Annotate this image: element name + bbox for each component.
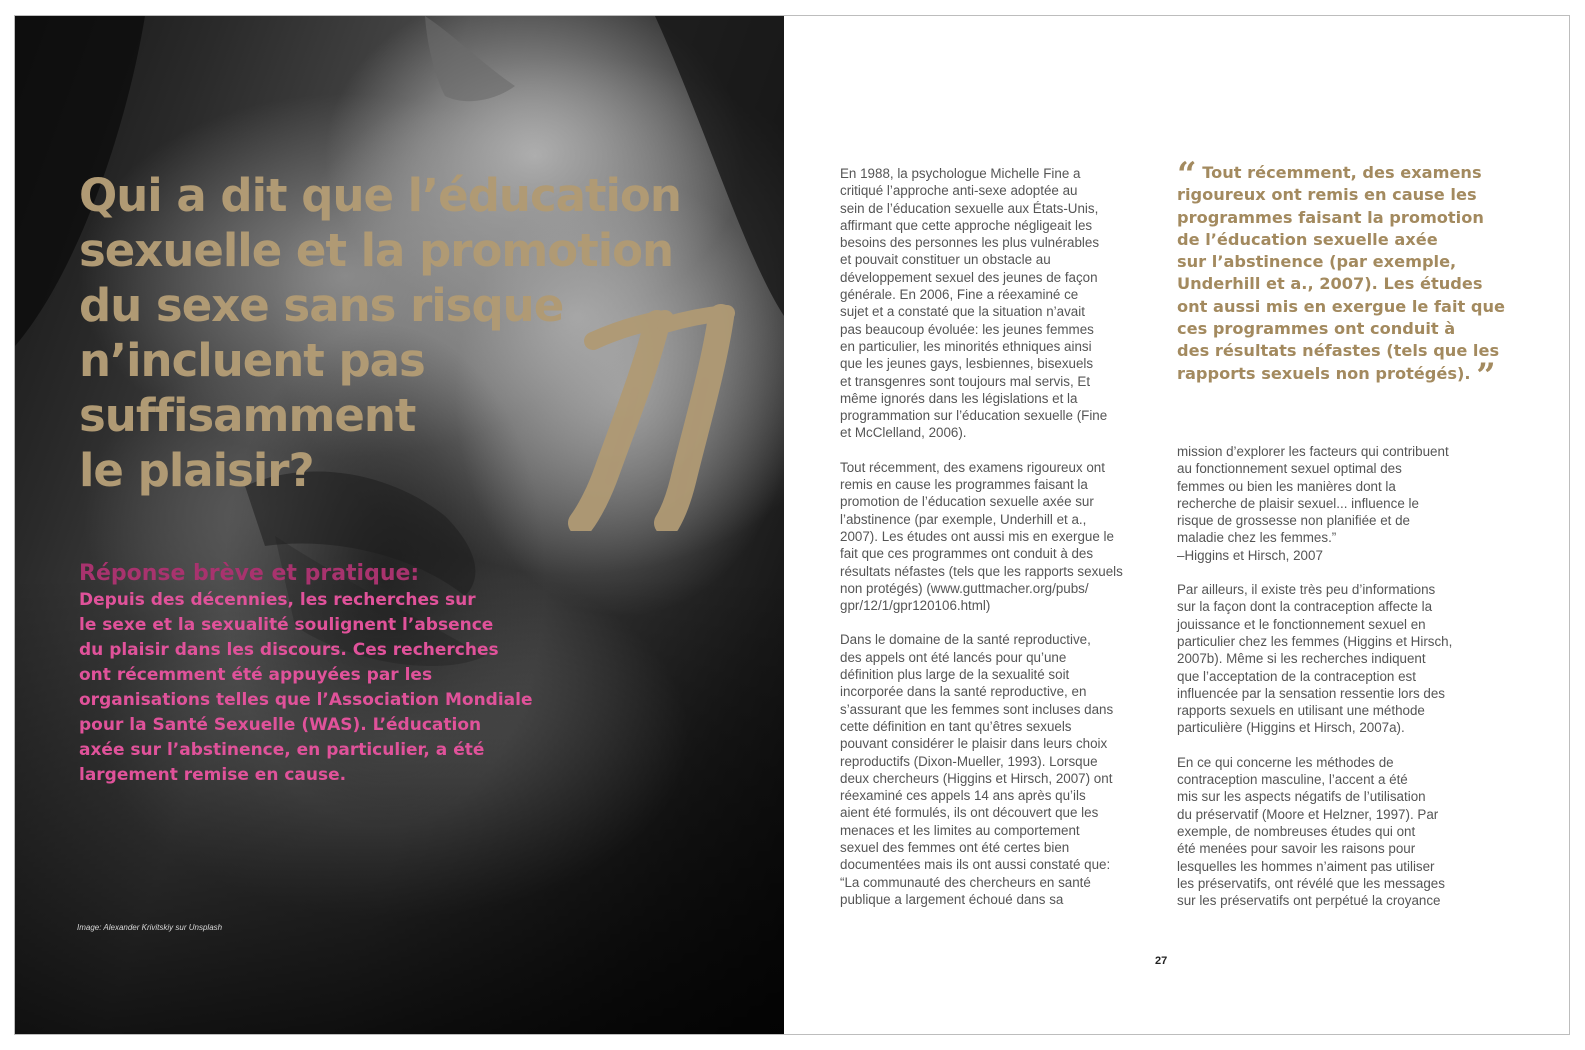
title-line: suffisamment <box>79 389 416 442</box>
text-line: et transgenres sont toujours mal servis, Et <box>840 373 1091 389</box>
text-line: sexuel des femmes ont été certes bien <box>840 839 1070 855</box>
text-line: que l’acceptation de la contraception est <box>1177 668 1416 684</box>
text-line: incorporée dans la santé reproductive, en <box>840 684 1087 700</box>
paragraph <box>840 631 1160 908</box>
right-page <box>784 16 1570 1035</box>
text-line: recherche de plaisir sexuel... influence le <box>1177 495 1419 511</box>
magazine-spread <box>14 15 1570 1035</box>
text-line: En 1988, la psychologue Michelle Fine a <box>840 166 1081 181</box>
text-line: au fonctionnement sexuel optimal des <box>1177 461 1402 477</box>
paragraph <box>840 459 1160 615</box>
text-line: mis sur les aspects négatifs de l’utilisation <box>1177 789 1426 805</box>
answer-heading: Réponse brève et pratique: <box>79 561 420 586</box>
answer-line: pour la Santé Sexuelle (WAS). L’éducation <box>79 715 482 735</box>
text-line: pouvant considérer le plaisir dans leurs choix <box>840 736 1108 752</box>
text-line: promotion de l’éducation sexuelle axée sur <box>840 494 1094 510</box>
text-line: 2007). Les études ont aussi mis en exergue le <box>840 528 1114 544</box>
text-line: sur la façon dont la contraception affecte la <box>1177 599 1433 615</box>
paragraph <box>1177 754 1497 910</box>
text-line: mission d’explorer les facteurs qui contribuent <box>1177 444 1449 459</box>
title-line: n’incluent pas <box>79 334 425 387</box>
paragraph <box>1177 581 1497 737</box>
answer-body <box>79 588 599 788</box>
text-line: rapports sexuels non protégés). ” <box>1177 355 1496 396</box>
answer-line: ont récemment été appuyées par les <box>79 665 433 685</box>
answer-line: axée sur l’abstinence, en particulier, a été <box>79 740 485 760</box>
title-line: du sexe sans risque <box>79 279 564 332</box>
answer-line: du plaisir dans les discours. Ces recherches <box>79 640 499 660</box>
text-line: contraception masculine, l’accent a été <box>1177 772 1408 788</box>
text-line: particulière (Higgins et Hirsch, 2007a). <box>1177 720 1405 736</box>
text-line: reproductifs (Dixon-Mueller, 1993). Lorsque <box>840 753 1098 769</box>
text-line: les préservatifs, ont révélé que les messages <box>1177 875 1445 891</box>
text-line: 2007b). Même si les recherches indiquent <box>1177 651 1426 667</box>
text-line: programmes faisant la promotion <box>1177 207 1484 227</box>
text-line: rigoureux ont remis en cause les <box>1177 185 1477 205</box>
text-line: Tout récemment, des examens rigoureux ont <box>840 459 1105 475</box>
text-column-1 <box>840 165 1160 925</box>
text-line: risque de grossesse non planifiée et de <box>1177 513 1411 529</box>
paragraph <box>1177 443 1497 564</box>
text-line: exemple, de nombreuses études qui ont <box>1177 823 1416 839</box>
text-line: remis en cause les programmes faisant la <box>840 477 1088 493</box>
text-line: maladie chez les femmes.” <box>1177 530 1337 546</box>
text-line: et pouvait constituer un obstacle au <box>840 252 1051 268</box>
text-line: pas beaucoup évoluée: les jeunes femmes <box>840 321 1094 337</box>
text-line: des appels ont été lancés pour qu’une <box>840 649 1067 665</box>
text-line: affirmant que cette approche négligeait les <box>840 217 1093 233</box>
text-line: critiqué l’approche anti-sexe adoptée au <box>840 183 1078 199</box>
text-line: en particulier, les minorités ethniques ainsi <box>840 338 1092 354</box>
title-line: Qui a dit que l’éducation <box>79 169 681 222</box>
answer-line: Depuis des décennies, les recherches sur <box>79 590 476 610</box>
chapter-number <box>545 301 745 531</box>
text-line: programmation sur l’éducation sexuelle (Fine <box>840 408 1108 424</box>
text-line: deux chercheurs (Higgins et Hirsch, 2007) ont <box>840 770 1113 786</box>
text-line: femmes ou bien les manières dont la <box>1177 478 1396 494</box>
text-line: “ Tout récemment, des examens <box>1177 155 1482 195</box>
pull-quote <box>1177 155 1507 396</box>
text-line: Par ailleurs, il existe très peu d’informations <box>1177 582 1436 598</box>
image-credit: Image: Alexander Krivitskiy sur Unsplash <box>77 923 223 932</box>
text-line: ont aussi mis en exergue le fait que <box>1177 296 1505 316</box>
text-line: été menées pour savoir les raisons pour <box>1177 841 1416 857</box>
text-line: des résultats néfastes (tels que les <box>1177 341 1500 361</box>
text-line: fait que ces programmes ont conduit à des <box>840 546 1094 562</box>
left-page-photo <box>15 16 784 1035</box>
text-line: “La communauté des chercheurs en santé <box>840 874 1091 890</box>
answer-line: organisations telles que l’Association Mondiale <box>79 690 533 710</box>
text-line: particulier chez les femmes (Higgins et Hirsch, <box>1177 633 1453 649</box>
text-line: besoins des personnes les plus vulnérables <box>840 235 1100 251</box>
text-line: non protégés) (www.guttmacher.org/pubs/ <box>840 580 1089 596</box>
text-line: aient été formulés, ils ont découvert que les <box>840 805 1099 821</box>
text-line: et McClelland, 2006). <box>840 425 967 441</box>
text-line: définition plus large de la sexualité soit <box>840 667 1070 683</box>
text-line: s’assurant que les femmes sont incluses dans <box>840 701 1114 717</box>
text-line: –Higgins et Hirsch, 2007 <box>1177 547 1323 563</box>
text-line: développement sexuel des jeunes de façon <box>840 269 1098 285</box>
text-line: sur les préservatifs ont perpétué la croyance <box>1177 893 1441 909</box>
text-line: sujet et a constaté que la situation n’avait <box>840 304 1085 320</box>
text-line: sein de l’éducation sexuelle aux États-Unis, <box>840 200 1099 216</box>
title-line: le plaisir? <box>79 444 314 497</box>
text-line: Dans le domaine de la santé reproductive, <box>840 632 1091 648</box>
page-number: 27 <box>1155 955 1168 967</box>
text-line: jouissance et le fonctionnement sexuel en <box>1177 616 1426 632</box>
title-line: sexuelle et la promotion <box>79 224 674 277</box>
text-line: documentées mais ils ont aussi constaté que: <box>840 857 1111 873</box>
text-line: publique a largement échoué dans sa <box>840 891 1064 907</box>
text-line: cette définition en tant qu’êtres sexuels <box>840 718 1072 734</box>
answer-line: largement remise en cause. <box>79 765 347 785</box>
text-line: sur l’abstinence (par exemple, <box>1177 252 1457 272</box>
text-line: rapports sexuels en utilisant une méthode <box>1177 703 1425 719</box>
text-line: générale. En 2006, Fine a réexaminé ce <box>840 287 1079 303</box>
text-line: réexaminé ces appels 14 ans après qu’ils <box>840 788 1086 804</box>
text-line: résultats néfastes (tels que les rapports sexuels <box>840 563 1123 579</box>
open-quote-icon: “ <box>1177 155 1197 195</box>
text-line: gpr/12/1/gpr120106.html) <box>840 598 991 614</box>
text-line: de l’éducation sexuelle axée <box>1177 229 1438 249</box>
answer-line: le sexe et la sexualité soulignent l’absence <box>79 615 494 635</box>
text-line: que les jeunes gays, lesbiennes, bisexuels <box>840 356 1094 372</box>
text-line: même ignorés dans les législations et la <box>840 390 1078 406</box>
text-line: influencée par la sensation ressentie lors des <box>1177 685 1445 701</box>
text-line: Underhill et a., 2007). Les études <box>1177 274 1483 294</box>
text-line: lesquelles les hommes n’aiment pas utiliser <box>1177 858 1435 874</box>
text-line: En ce qui concerne les méthodes de <box>1177 754 1394 770</box>
text-line: ces programmes ont conduit à <box>1177 319 1456 339</box>
text-line: menaces et les limites au comportement <box>840 822 1080 838</box>
text-line: l’abstinence (par exemple, Underhill et a., <box>840 511 1087 527</box>
text-line: du préservatif (Moore et Helzner, 1997). Par <box>1177 806 1439 822</box>
close-quote-icon: ” <box>1476 355 1496 396</box>
paragraph <box>840 165 1160 442</box>
text-column-2 <box>1177 443 1497 926</box>
